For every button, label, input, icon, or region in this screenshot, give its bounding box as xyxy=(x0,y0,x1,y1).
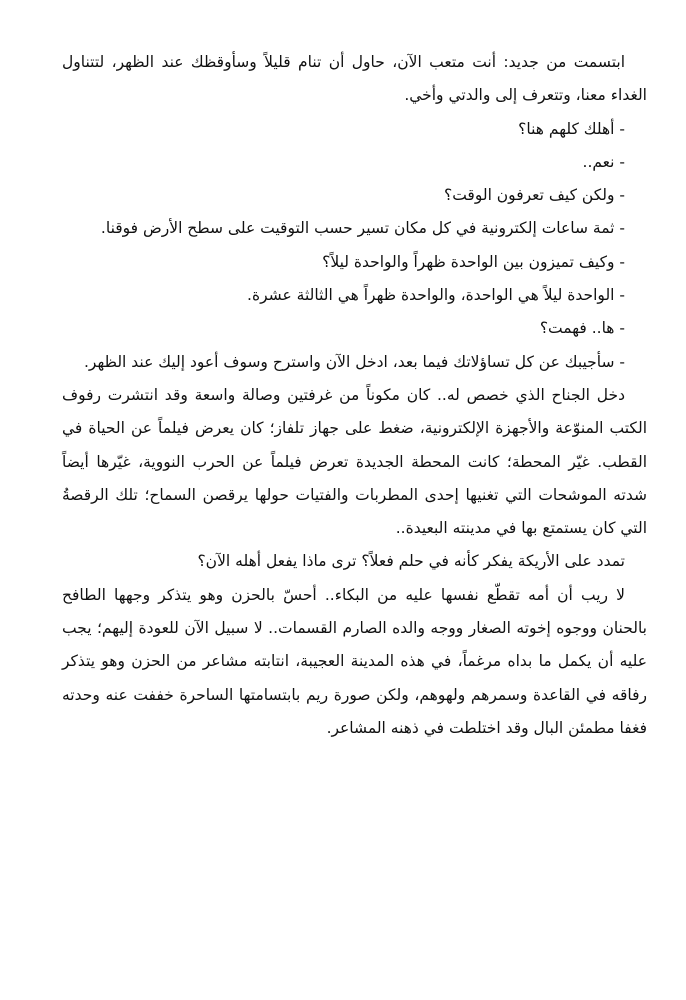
dialogue-line: - الواحدة ليلاً هي الواحدة، والواحدة ظهراً هي الثالثة عشرة. xyxy=(247,286,625,305)
paragraph-narration-3: تمدد على الأريكة يفكر كأنه في حلم فعلاً؟ ترى ماذا يفعل أهله الآن؟ xyxy=(197,552,625,571)
dialogue-line: - ها.. فهمت؟ xyxy=(539,319,625,338)
dialogue-line: - وكيف تميزون بين الواحدة ظهراً والواحدة ليلاً؟ xyxy=(322,252,625,271)
paragraph-narration-1: ابتسمت من جديد: أنت متعب الآن، حاول أن تنام قليلاً وسأوقظك عند الظهر، لتتناول الغداء معنا، وتتعرف إلى والدتي وأخي. xyxy=(62,53,647,105)
dialogue-line: - سأجيبك عن كل تساؤلاتك فيما بعد، ادخل الآن واسترح وسوف أعود إليك عند الظهر. xyxy=(84,352,625,371)
dialogue-line: - نعم.. xyxy=(582,152,625,171)
dialogue-line: - أهلك كلهم هنا؟ xyxy=(518,119,625,138)
dialogue-line: - ولكن كيف تعرفون الوقت؟ xyxy=(443,186,625,205)
dialogue-line: - ثمة ساعات إلكترونية في كل مكان تسير حسب التوقيت على سطح الأرض فوقنا. xyxy=(100,219,625,238)
paragraph-narration-2: دخل الجناح الذي خصص له.. كان مكوناً من غرفتين وصالة واسعة وقد انتشرت رفوف الكتب المنوّعة والأجهزة الإلكترونية، ضغط على جهاز تلفاز؛ كان يعرض فيلماً عن الحياة في القطب. غيّر المحطة؛ كانت المحطة الجديدة تعرض فيلماً عن الحرب النووية، غيّرها أيضاً شدته الموشحات التي تغنيها إحدى المطربات والفتيات حولها يرقصن السماح؛ تلك الرقصةُ التي كان يستمتع بها في مدينته البعيدة.. xyxy=(62,385,647,538)
paragraph-narration-4: لا ريب أن أمه تقطّع نفسها عليه من البكاء.. أحسّ بالحزن وهو يتذكر وجهها الطافح بالحنان ووجوه إخوته الصغار ووجه والده الصارم القسمات.. لا سبيل الآن للعودة إليهم؛ يجب عليه أن يكمل ما بداه مرغماً، في هذه المدينة العجيبة، انتابته مشاعر من الحزن وهو يتذكر رفاقه في القاعدة وسمرهم ولهوهم، ولكن صورة ريم بابتسامتها الساحرة خففت عنه وحدته فغفا مطمئن البال وقد اختلطت في ذهنه المشاعر. xyxy=(62,585,647,737)
body-text xyxy=(62,46,647,745)
